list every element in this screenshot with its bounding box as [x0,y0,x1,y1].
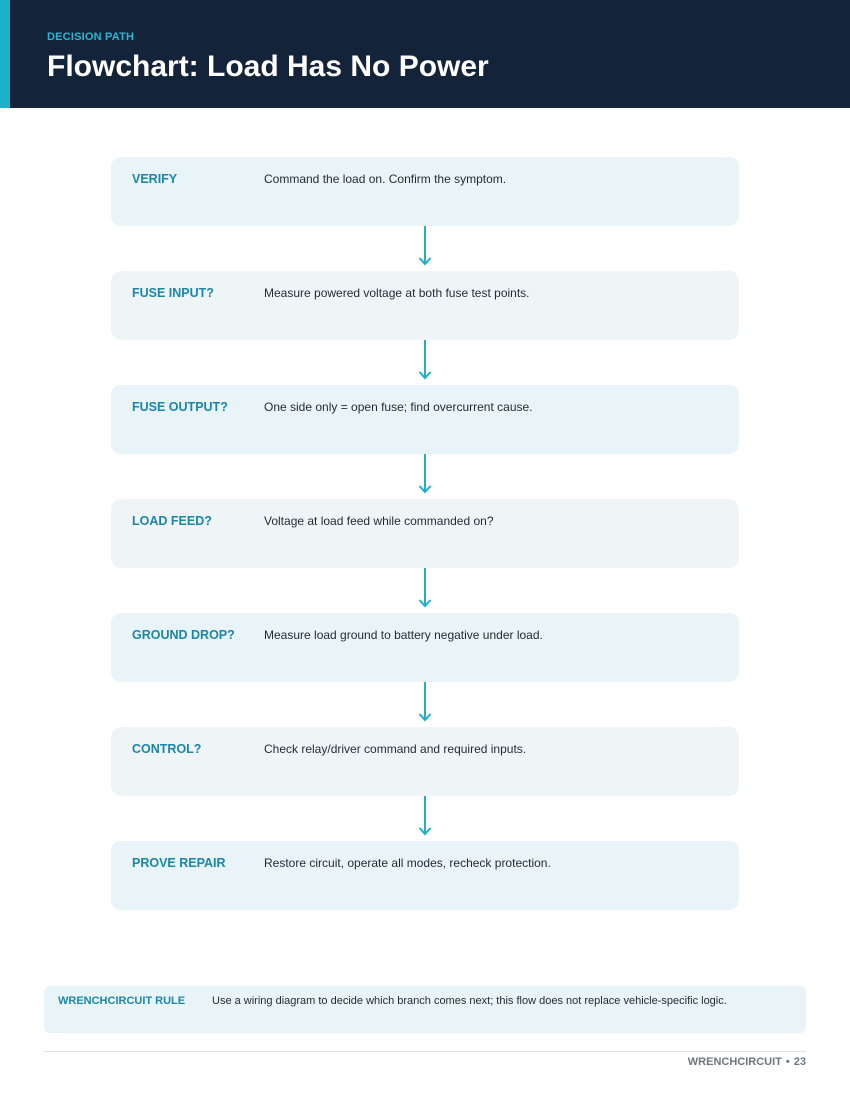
step-text: Measure load ground to battery negative under load. [264,628,543,642]
step-text: Check relay/driver command and required inputs. [264,742,527,756]
flow-step-control [111,727,739,796]
step-text: Restore circuit, operate all modes, recheck protection. [264,856,551,870]
rule-callout [44,986,806,1033]
step-text: One side only = open fuse; find overcurrent cause. [264,400,533,414]
flow-step-prove-repair [111,841,739,910]
step-text: Measure powered voltage at both fuse test points. [264,286,530,300]
step-text: Voltage at load feed while commanded on? [264,514,494,528]
flow-step-ground-drop [111,613,739,682]
flow-step-fuse-output [111,385,739,454]
arrow-down-icon [417,226,433,268]
step-label: FUSE INPUT? [132,286,214,300]
step-label: PROVE REPAIR [132,856,226,870]
step-label: VERIFY [132,172,178,186]
page-number: 23 [793,1056,806,1068]
page-footer [688,1056,806,1068]
arrow-down-icon [417,454,433,496]
step-label: GROUND DROP? [132,628,235,642]
flow-step-load-feed [111,499,739,568]
arrow-down-icon [417,796,433,838]
arrow-down-icon [417,682,433,724]
rule-text: Use a wiring diagram to decide which branch comes next; this flow does not replace vehicle-specific logic. [212,995,727,1007]
section-eyebrow: DECISION PATH [47,31,135,43]
flow-step-fuse-input [111,271,739,340]
arrow-down-icon [417,568,433,610]
step-label: CONTROL? [132,742,202,756]
footer-brand: WRENCHCIRCUIT [687,1056,782,1068]
page-header [0,0,850,108]
arrow-down-icon [417,340,433,382]
step-label: FUSE OUTPUT? [132,400,228,414]
footer-separator: • [785,1056,790,1068]
step-text: Command the load on. Confirm the symptom. [264,172,507,186]
rule-label: WRENCHCIRCUIT RULE [58,995,186,1007]
flow-step-verify [111,157,739,226]
header-accent-bar [0,0,10,108]
page-title: Flowchart: Load Has No Power [47,50,489,83]
step-label: LOAD FEED? [132,514,212,528]
footer-divider [44,1051,806,1052]
